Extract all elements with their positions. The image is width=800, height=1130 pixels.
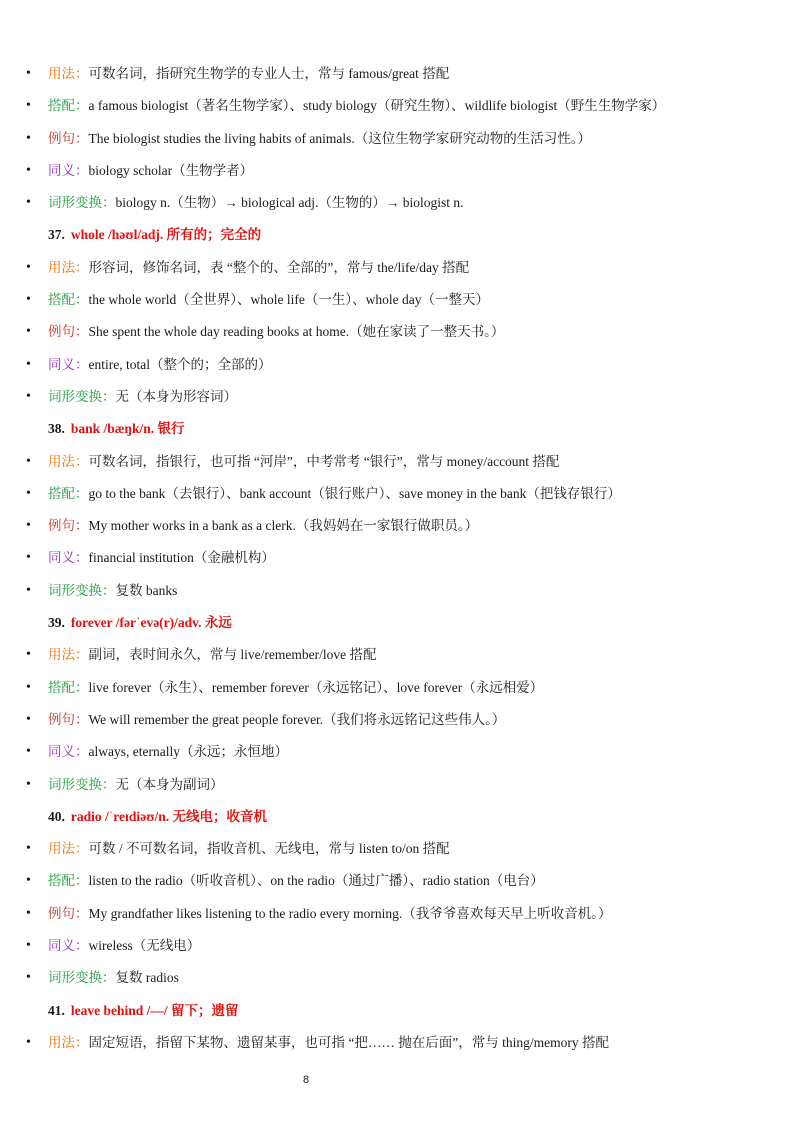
entry-heading xyxy=(0,801,800,833)
vocabulary-list xyxy=(0,58,800,1059)
bullet-dot-icon: • xyxy=(26,905,31,921)
entry-headword: forever /fərˈevə(r)/adv. 永远 xyxy=(70,615,232,631)
bullet-dot-icon: • xyxy=(26,711,31,727)
list-item xyxy=(0,187,800,219)
entry-heading xyxy=(0,219,800,251)
item-label-forms: 词形变换： xyxy=(48,388,116,404)
item-text: always, eternally（永远；永恒地） xyxy=(88,744,288,760)
item-text: My grandfather likes listening to the radio every morning.（我爷爷喜欢每天早上听收音机。） xyxy=(88,905,612,921)
bullet-dot-icon: • xyxy=(26,550,31,566)
entry-number: 37. xyxy=(48,227,65,243)
item-text: 可数名词，指研究生物学的专业人士，常与 famous/great 搭配 xyxy=(88,66,450,81)
bullet-dot-icon: • xyxy=(26,841,31,857)
list-item xyxy=(0,349,800,381)
item-text: 可数 / 不可数名词，指收音机、无线电，常与 listen to/on 搭配 xyxy=(88,841,450,857)
list-item xyxy=(0,930,800,962)
item-text: 复数 banks xyxy=(115,582,178,598)
entry-number: 41. xyxy=(48,1002,65,1018)
list-item xyxy=(0,90,800,122)
item-text: go to the bank（去银行）、bank account（银行账户）、save money in the bank（把钱存银行） xyxy=(88,485,621,501)
bullet-dot-icon: • xyxy=(26,647,31,663)
bullet-dot-icon: • xyxy=(26,453,31,469)
item-label-synonym: 同义： xyxy=(48,162,89,178)
item-label-collocation: 搭配： xyxy=(48,485,89,501)
entry-heading xyxy=(0,413,800,445)
item-label-collocation: 搭配： xyxy=(48,873,89,889)
bullet-dot-icon: • xyxy=(26,938,31,954)
item-label-usage: 用法： xyxy=(48,841,89,857)
list-item xyxy=(0,704,800,736)
list-item xyxy=(0,672,800,704)
item-label-forms: 词形变换： xyxy=(48,582,116,598)
bullet-dot-icon: • xyxy=(26,1034,31,1050)
item-label-example: 例句： xyxy=(48,711,89,727)
list-item xyxy=(0,316,800,348)
list-item xyxy=(0,510,800,542)
list-item xyxy=(0,736,800,768)
bullet-dot-icon: • xyxy=(26,970,31,986)
item-label-forms: 词形变换： xyxy=(48,970,116,986)
item-text: 副词，表时间永久，常与 live/remember/love 搭配 xyxy=(88,647,377,663)
list-item xyxy=(0,478,800,510)
bullet-dot-icon: • xyxy=(26,388,31,404)
item-text: My mother works in a bank as a clerk.（我妈妈在一家银行做职员。） xyxy=(88,518,479,534)
item-text: wireless（无线电） xyxy=(88,938,201,954)
item-label-usage: 用法： xyxy=(48,1034,89,1050)
list-item xyxy=(0,252,800,284)
bullet-dot-icon: • xyxy=(26,518,31,534)
item-text: financial institution（金融机构） xyxy=(88,550,275,566)
item-text: 固定短语，指留下某物、遗留某事，也可指 “把…… 抛在后面”，常与 thing/memory 搭配 xyxy=(88,1034,609,1050)
item-label-collocation: 搭配： xyxy=(48,292,89,308)
entry-headword: bank /bæŋk/n. 银行 xyxy=(70,421,185,437)
item-label-usage: 用法： xyxy=(48,259,89,275)
item-text: entire, total（整个的；全部的） xyxy=(88,356,272,372)
item-label-collocation: 搭配： xyxy=(48,679,89,695)
bullet-dot-icon: • xyxy=(26,744,31,760)
bullet-dot-icon: • xyxy=(26,485,31,501)
entry-number: 38. xyxy=(48,421,65,437)
bullet-dot-icon: • xyxy=(26,130,31,146)
page-number: 8 xyxy=(302,1074,310,1086)
list-item xyxy=(0,898,800,930)
item-label-collocation: 搭配： xyxy=(48,98,89,114)
bullet-dot-icon: • xyxy=(26,873,31,889)
item-label-example: 例句： xyxy=(48,324,89,340)
item-label-synonym: 同义： xyxy=(48,938,89,954)
item-label-example: 例句： xyxy=(48,518,89,534)
item-text: biology scholar（生物学者） xyxy=(88,162,254,178)
item-text: 无（本身为形容词） xyxy=(115,388,237,404)
entry-number: 39. xyxy=(48,615,65,631)
item-text: 形容词，修饰名词，表 “整个的、全部的”，常与 the/life/day 搭配 xyxy=(88,259,470,275)
list-item xyxy=(0,542,800,574)
item-text: The biologist studies the living habits of animals.（这位生物学家研究动物的生活习性。） xyxy=(88,130,591,146)
item-label-usage: 用法： xyxy=(48,647,89,663)
item-label-usage: 用法： xyxy=(48,453,89,469)
item-text: 无（本身为副词） xyxy=(115,776,224,792)
bullet-dot-icon: • xyxy=(26,582,31,598)
item-text: We will remember the great people forever.（我们将永远铭记这些伟人。） xyxy=(88,711,506,727)
bullet-dot-icon: • xyxy=(26,679,31,695)
list-item xyxy=(0,381,800,413)
list-item xyxy=(0,962,800,994)
item-text: the whole world（全世界）、whole life（一生）、whole day（一整天） xyxy=(88,292,489,308)
entry-heading xyxy=(0,995,800,1027)
item-label-usage: 用法： xyxy=(48,66,89,81)
bullet-dot-icon: • xyxy=(26,98,31,114)
list-item xyxy=(0,769,800,801)
list-item xyxy=(0,833,800,865)
entry-headword: whole /həʊl/adj. 所有的；完全的 xyxy=(70,227,262,243)
entry-number: 40. xyxy=(48,808,65,824)
item-text: live forever（永生）、remember forever（永远铭记）、love forever（永远相爱） xyxy=(88,679,544,695)
list-item xyxy=(0,1027,800,1059)
item-text: biology n.（生物）→ biological adj.（生物的）→ biologist n. xyxy=(115,195,464,211)
list-item xyxy=(0,284,800,316)
entry-headword: leave behind /—/ 留下；遗留 xyxy=(70,1002,239,1018)
item-text: She spent the whole day reading books at home.（她在家读了一整天书。） xyxy=(88,324,505,340)
item-label-example: 例句： xyxy=(48,905,89,921)
list-item xyxy=(0,575,800,607)
list-item xyxy=(0,639,800,671)
list-item xyxy=(0,58,800,90)
bullet-dot-icon: • xyxy=(26,162,31,178)
item-label-synonym: 同义： xyxy=(48,744,89,760)
item-label-synonym: 同义： xyxy=(48,356,89,372)
item-text: listen to the radio（听收音机）、on the radio（通过广播）、radio station（电台） xyxy=(88,873,544,889)
bullet-dot-icon: • xyxy=(26,292,31,308)
list-item xyxy=(0,123,800,155)
item-label-example: 例句： xyxy=(48,130,89,146)
list-item xyxy=(0,865,800,897)
item-text: 复数 radios xyxy=(115,970,179,986)
item-label-forms: 词形变换： xyxy=(48,195,116,211)
bullet-dot-icon: • xyxy=(26,66,31,81)
item-label-forms: 词形变换： xyxy=(48,776,116,792)
list-item xyxy=(0,155,800,187)
bullet-dot-icon: • xyxy=(26,324,31,340)
item-label-synonym: 同义： xyxy=(48,550,89,566)
item-text: a famous biologist（著名生物学家）、study biology（研究生物）、wildlife biologist（野生生物学家） xyxy=(88,98,666,114)
entry-heading xyxy=(0,607,800,639)
bullet-dot-icon: • xyxy=(26,356,31,372)
bullet-dot-icon: • xyxy=(26,776,31,792)
bullet-dot-icon: • xyxy=(26,195,31,211)
bullet-dot-icon: • xyxy=(26,259,31,275)
item-text: 可数名词，指银行，也可指 “河岸”，中考常考 “银行”，常与 money/account 搭配 xyxy=(88,453,560,469)
list-item xyxy=(0,446,800,478)
entry-headword: radio /ˈreɪdiəʊ/n. 无线电；收音机 xyxy=(70,808,267,824)
